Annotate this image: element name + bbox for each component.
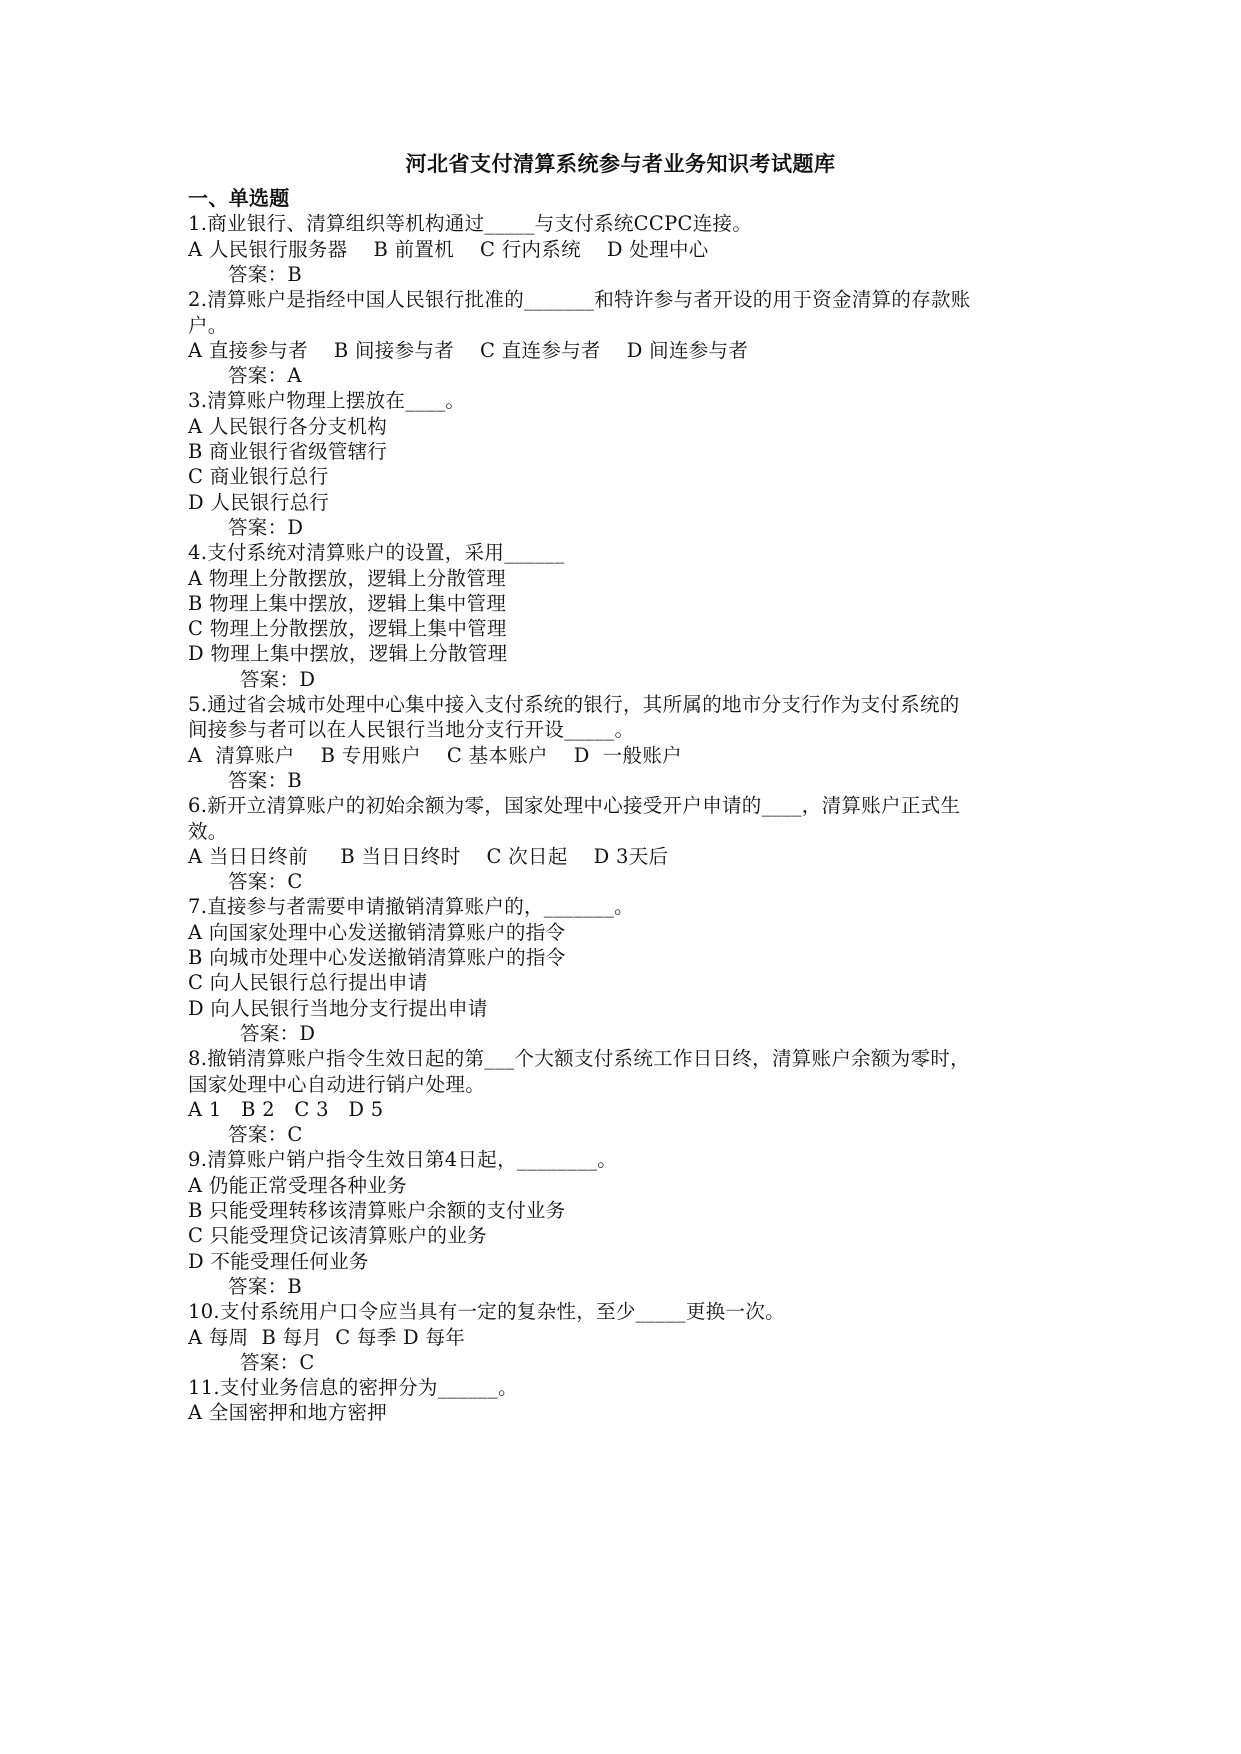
question-stem: 户。	[188, 313, 228, 337]
question-option: A 人民银行各分支机构	[188, 414, 388, 438]
answer-line: 答案：D	[228, 515, 304, 539]
question-stem: 9.清算账户销户指令生效日第4日起，________。	[188, 1148, 618, 1172]
question-stem: 3.清算账户物理上摆放在____。	[188, 389, 466, 413]
question-option: A 直接参与者 B 间接参与者 C 直连参与者 D 间连参与者	[188, 338, 749, 362]
question-stem: 国家处理中心自动进行销户处理。	[188, 1072, 486, 1096]
question-option: B 只能受理转移该清算账户余额的支付业务	[188, 1199, 566, 1222]
question-stem: 5.通过省会城市处理中心集中接入支付系统的银行，其所属的地市分支行作为支付系统的	[188, 693, 960, 716]
question-option: D 不能受理任何业务	[188, 1249, 369, 1273]
answer-line: 答案：C	[228, 870, 303, 894]
answer-line: 答案：D	[240, 667, 316, 691]
question-option: A 全国密押和地方密押	[188, 1401, 388, 1425]
question-option: D 物理上集中摆放，逻辑上分散管理	[188, 642, 508, 666]
answer-line: 答案：A	[228, 364, 302, 388]
question-option: A 每周 B 每月 C 每季 D 每年	[188, 1325, 466, 1349]
question-stem: 11.支付业务信息的密押分为______。	[188, 1376, 518, 1400]
question-option: A 物理上分散摆放，逻辑上分散管理	[188, 566, 506, 590]
question-stem: 间接参与者可以在人民银行当地分支行开设_____。	[188, 718, 635, 742]
section-heading: 一、单选题	[188, 186, 290, 210]
page-title: 河北省支付清算系统参与者业务知识考试题库	[405, 151, 836, 176]
question-stem: 1.商业银行、清算组织等机构通过_____与支付系统CCPC连接。	[188, 212, 753, 236]
question-option: C 只能受理贷记该清算账户的业务	[188, 1224, 487, 1248]
question-stem: 4.支付系统对清算账户的设置，采用______	[188, 541, 565, 565]
answer-line: 答案：D	[240, 1021, 316, 1045]
question-option: A 仍能正常受理各种业务	[188, 1173, 407, 1197]
answer-line: 答案：B	[228, 1274, 303, 1298]
question-option: A 1 B 2 C 3 D 5	[188, 1097, 384, 1121]
question-option: C 物理上分散摆放，逻辑上集中管理	[188, 617, 507, 641]
question-option: B 向城市处理中心发送撤销清算账户的指令	[188, 946, 566, 969]
question-option: D 向人民银行当地分支行提出申请	[188, 996, 488, 1020]
question-stem: 10.支付系统用户口令应当具有一定的复杂性，至少_____更换一次。	[188, 1300, 785, 1324]
question-option: C 向人民银行总行提出申请	[188, 971, 428, 995]
question-option: D 人民银行总行	[188, 490, 330, 514]
answer-line: 答案：B	[228, 768, 303, 792]
question-option: C 商业银行总行	[188, 465, 329, 489]
question-stem: 7.直接参与者需要申请撤销清算账户的，_______。	[188, 895, 634, 919]
question-stem: 6.新开立清算账户的初始余额为零，国家处理中心接受开户申请的____，清算账户正式生	[188, 794, 961, 818]
question-option: A 当日日终前 B 当日日终时 C 次日起 D 3天后	[188, 844, 669, 868]
question-stem: 8.撤销清算账户指令生效日起的第___个大额支付系统工作日日终，清算账户余额为零时，	[188, 1047, 970, 1071]
answer-line: 答案：C	[240, 1350, 315, 1374]
question-option: A 人民银行服务器 B 前置机 C 行内系统 D 处理中心	[188, 237, 709, 261]
question-stem: 效。	[188, 819, 228, 843]
answer-line: 答案：C	[228, 1123, 303, 1147]
question-option: A 向国家处理中心发送撤销清算账户的指令	[188, 920, 566, 944]
question-option: B 物理上集中摆放，逻辑上集中管理	[188, 591, 507, 615]
question-option: B 商业银行省级管辖行	[188, 440, 388, 463]
question-stem: 2.清算账户是指经中国人民银行批准的_______和特许参与者开设的用于资金清算的存款账	[188, 288, 971, 312]
question-option: A 清算账户 B 专用账户 C 基本账户 D 一般账户	[188, 743, 682, 767]
answer-line: 答案：B	[228, 262, 303, 286]
